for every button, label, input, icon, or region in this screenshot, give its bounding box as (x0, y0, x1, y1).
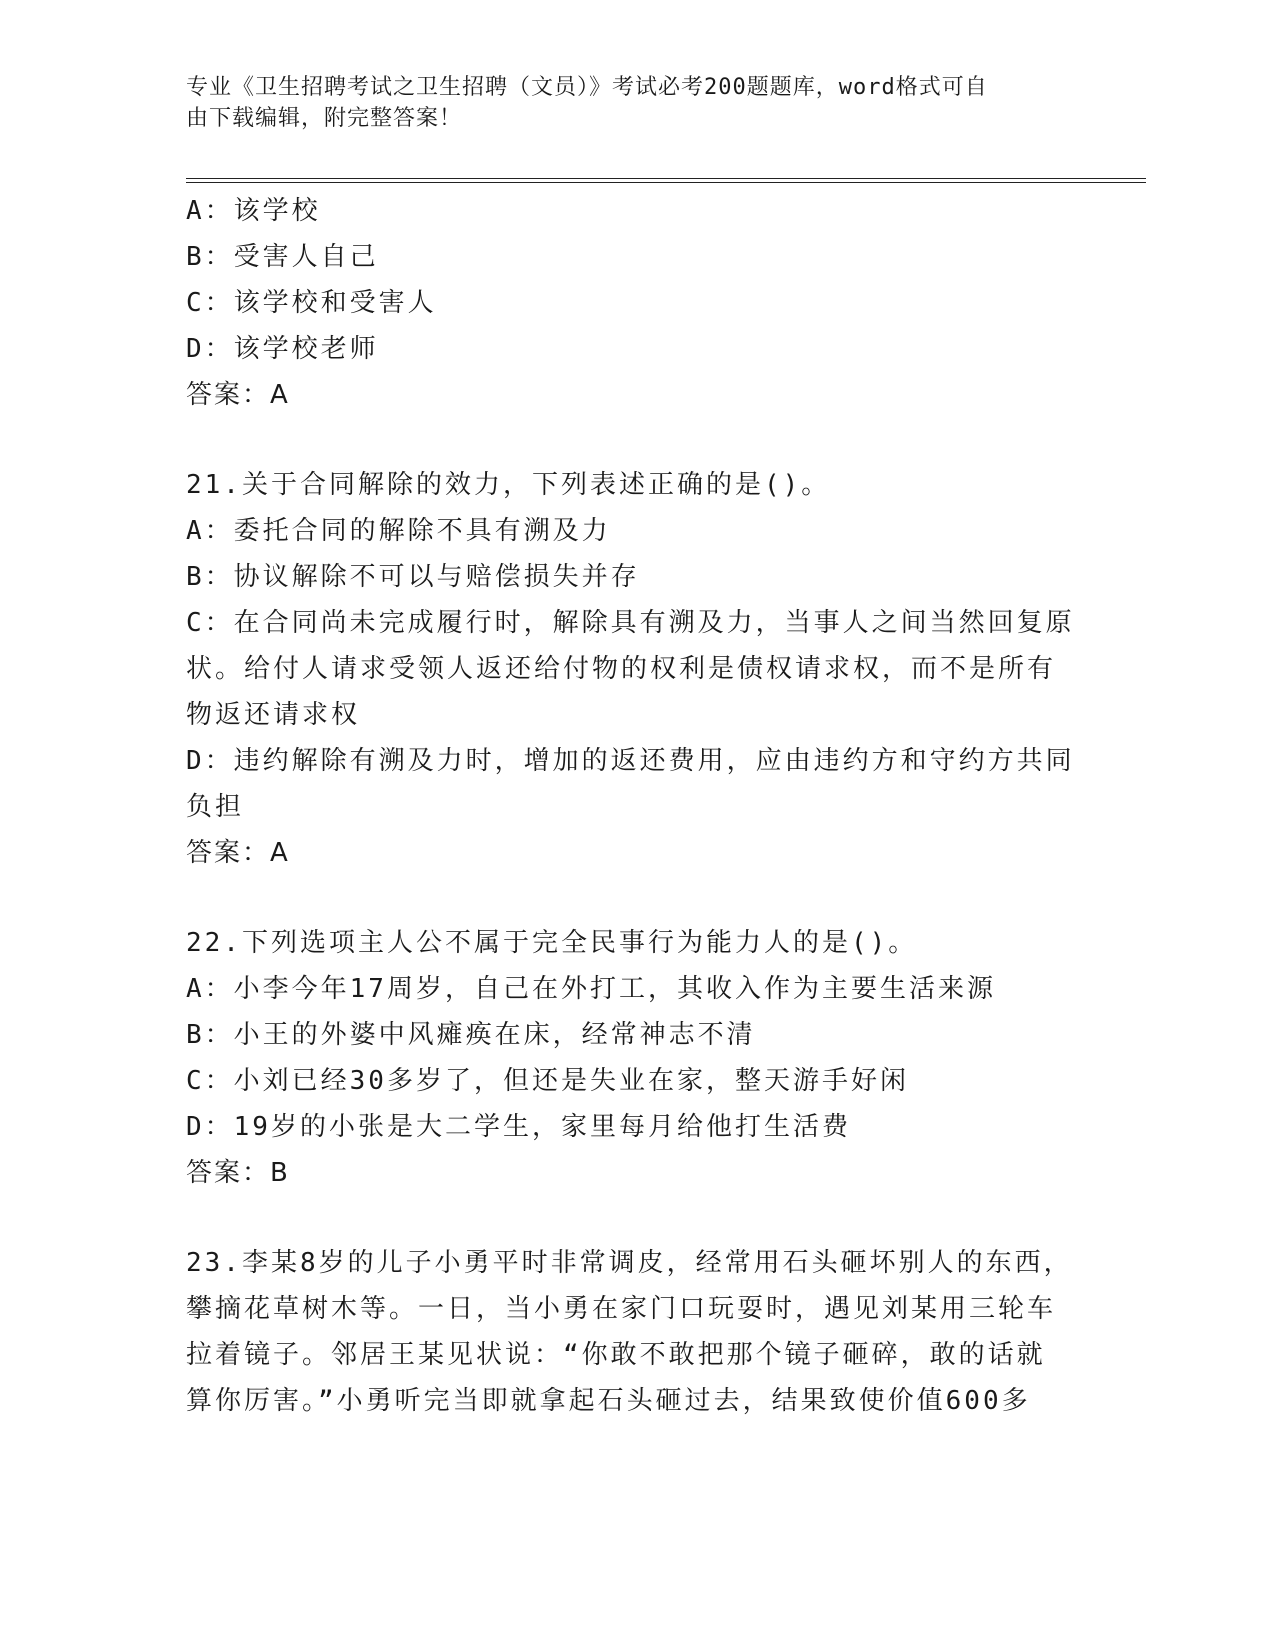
spacer (186, 876, 1066, 920)
question-23 (186, 1240, 1073, 1424)
option-a: A：小李今年17周岁，自己在外打工，其收入作为主要生活来源 (186, 974, 996, 1004)
option-c-line-1: C：在合同尚未完成履行时，解除具有溯及力，当事人之间当然回复原 (186, 608, 1075, 638)
option-c-line-3: 物返还请求权 (186, 700, 361, 730)
question-text: 21.关于合同解除的效力，下列表述正确的是()。 (186, 470, 831, 500)
option-c: C：该学校和受害人 (186, 288, 437, 318)
question-text-line-1: 23.李某8岁的儿子小勇平时非常调皮，经常用石头砸坏别人的东西， (186, 1248, 1073, 1278)
answer: 答案：B (186, 1158, 290, 1188)
option-c-line-2: 状。给付人请求受领人返还给付物的权利是债权请求权，而不是所有 (186, 654, 1057, 684)
answer: 答案：A (186, 380, 290, 410)
option-a: A：委托合同的解除不具有溯及力 (186, 516, 611, 546)
question-list (186, 188, 1075, 1424)
option-a: A：该学校 (186, 196, 321, 226)
question-22 (186, 920, 1066, 1196)
question-text-line-3: 拉着镜子。邻居王某见状说：“你敢不敢把那个镜子砸碎，敢的话就 (186, 1340, 1046, 1370)
spacer (186, 1196, 1066, 1240)
option-d: D：19岁的小张是大二学生，家里每月给他打生活费 (186, 1112, 851, 1142)
spacer (186, 418, 1066, 462)
answer: 答案：A (186, 838, 290, 868)
option-d (186, 738, 1075, 830)
question-text-line-2: 攀摘花草树木等。一日，当小勇在家门口玩耍时，遇见刘某用三轮车 (186, 1294, 1057, 1324)
question-21 (186, 462, 1075, 876)
question-text: 22.下列选项主人公不属于完全民事行为能力人的是()。 (186, 928, 918, 958)
header-divider (186, 178, 1146, 183)
option-d-line-1: D：违约解除有溯及力时，增加的返还费用，应由违约方和守约方共同 (186, 746, 1075, 776)
header-line-1: 专业《卫生招聘考试之卫生招聘（文员）》考试必考200题题库，word格式可自 (186, 75, 988, 100)
document-header (186, 72, 1066, 134)
option-b: B：受害人自己 (186, 242, 379, 272)
question-text-line-4: 算你厉害。”小勇听完当即就拿起石头砸过去，结果致使价值600多 (186, 1386, 1031, 1416)
question-20 (186, 188, 1066, 418)
option-d-line-2: 负担 (186, 792, 245, 822)
option-d: D：该学校老师 (186, 334, 379, 364)
option-c: C：小刘已经30多岁了，但还是失业在家，整天游手好闲 (186, 1066, 909, 1096)
header-line-2: 由下载编辑，附完整答案！ (186, 106, 463, 131)
option-b: B：协议解除不可以与赔偿损失并存 (186, 562, 640, 592)
option-b: B：小王的外婆中风瘫痪在床，经常神志不清 (186, 1020, 756, 1050)
option-c (186, 600, 1075, 738)
